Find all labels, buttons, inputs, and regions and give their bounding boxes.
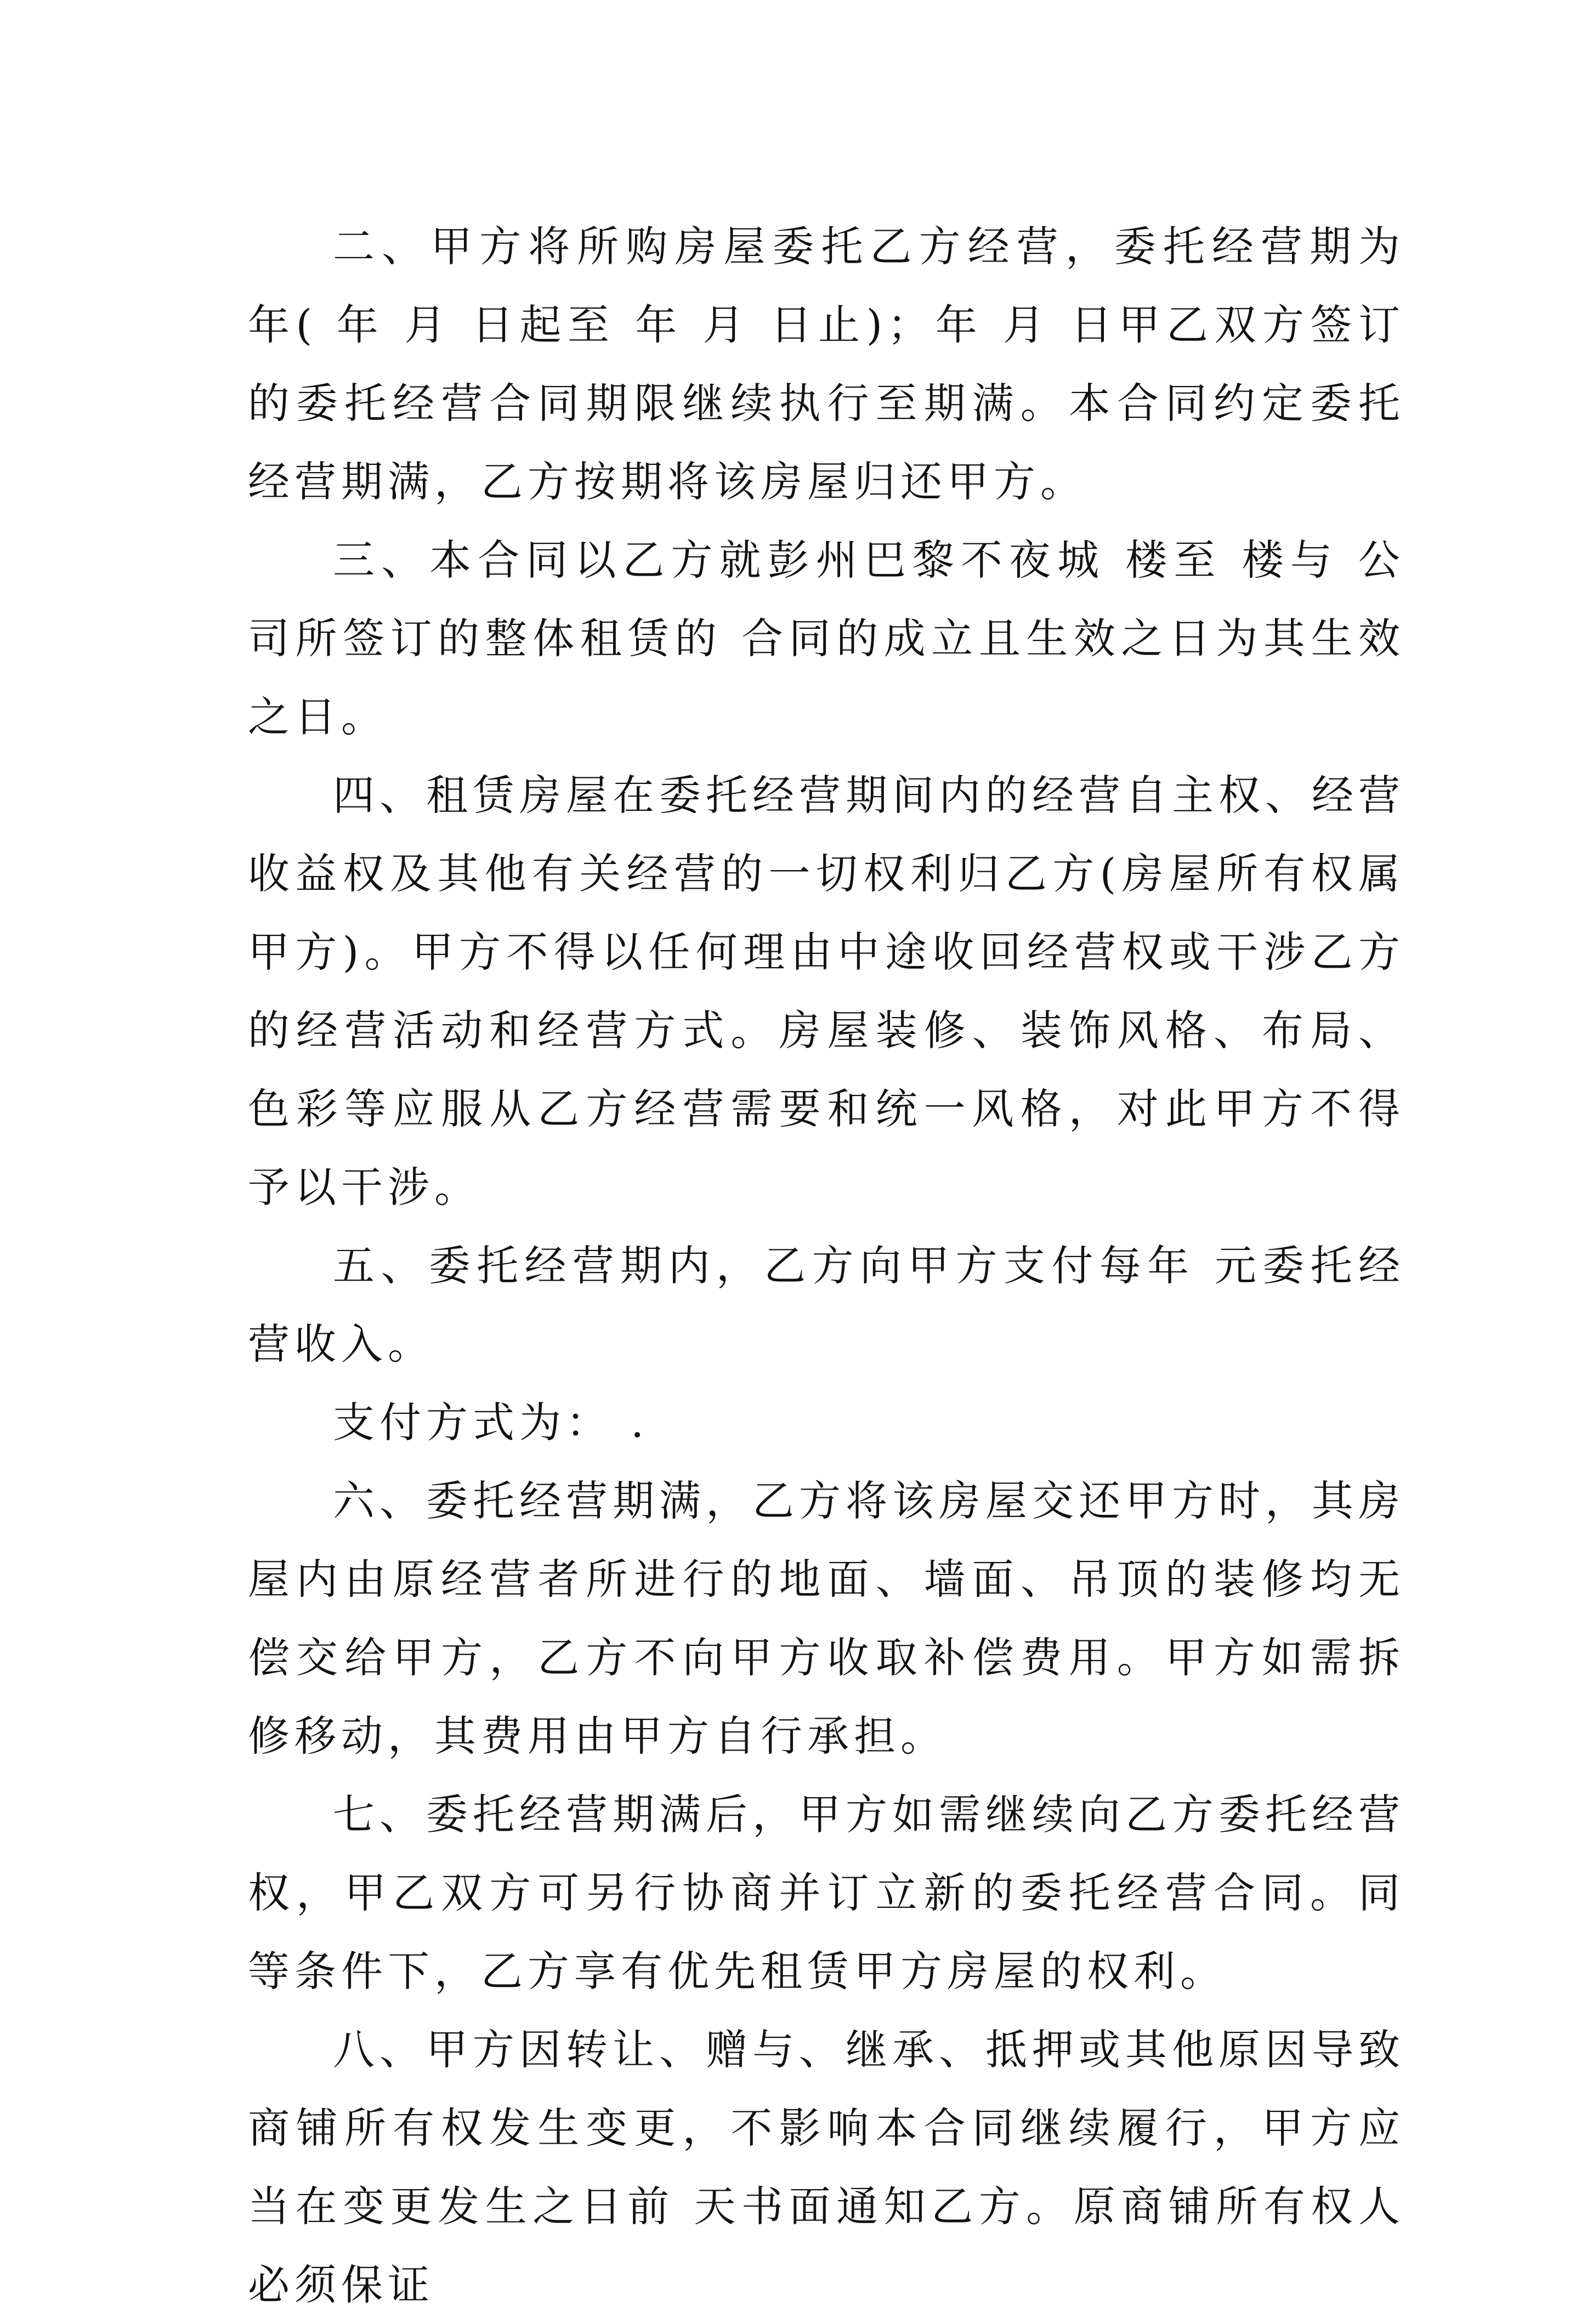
clause-8-paragraph: 八、甲方因转让、赠与、继承、抵押或其他原因导致商铺所有权发生变更，不影响本合同继续履行，甲方应当在变更发生之日前 天书面通知乙方。原商铺所有权人必须保证 [248,2025,1405,2309]
clause-4-paragraph: 四、租赁房屋在委托经营期间内的经营自主权、经营收益权及其他有关经营的一切权利归乙方(房屋所有权属甲方)。甲方不得以任何理由中途收回经营权或干涉乙方的经营活动和经营方式。房屋装修、装饰风格、布局、色彩等应服从乙方经营需要和统一风格，对此甲方不得予以干涉。 [248,771,1405,1212]
clause-6-paragraph: 六、委托经营期满，乙方将该房屋交还甲方时，其房屋内由原经营者所进行的地面、墙面、吊顶的装修均无偿交给甲方，乙方不向甲方收取补偿费用。甲方如需拆修移动，其费用由甲方自行承担。 [248,1476,1405,1760]
payment-method-paragraph: 支付方式为： . [333,1398,649,1447]
clause-5-paragraph: 五、委托经营期内，乙方向甲方支付每年 元委托经营收入。 [248,1241,1405,1368]
clause-7-paragraph: 七、委托经营期满后，甲方如需继续向乙方委托经营权，甲乙双方可另行协商并订立新的委托经营合同。同等条件下，乙方享有优先租赁甲方房屋的权利。 [248,1790,1405,1996]
clause-2-paragraph: 二、甲方将所购房屋委托乙方经营，委托经营期为 年( 年 月 日起至 年 月 日止)；年 月 日甲乙双方签订的委托经营合同期限继续执行至期满。本合同约定委托经营期满，乙方按期将该房屋归还甲方。 [248,222,1405,506]
contract-body [248,207,1405,2324]
clause-3-paragraph: 三、本合同以乙方就彭州巴黎不夜城 楼至 楼与 公司所签订的整体租赁的 合同的成立且生效之日为其生效之日。 [248,536,1405,741]
